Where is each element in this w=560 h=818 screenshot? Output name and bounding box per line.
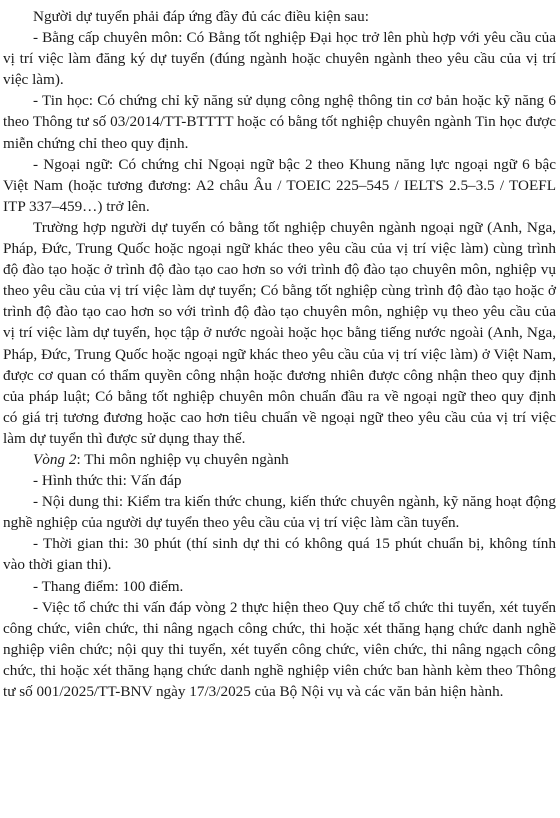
item-to-chuc-thi: - Việc tổ chức thi vấn đáp vòng 2 thực hiện theo Quy chế tổ chức thi tuyển, xét tuyển công chức, viên chức, thi nâng ngạch công chức, thi hoặc xét thăng hạng chức danh nghề nghiệp viên chức; nội quy thi tuyển, xét tuyển công chức, viên chức, thi nâng ngạch công chức, thi hoặc xét thăng hạng chức danh nghề nghiệp viên chức ban hành kèm theo Thông tư số 001/2025/TT-BNV ngày 17/3/2025 của Bộ Nội vụ và các văn bản hiện hành. <box>3 598 556 700</box>
vong-2-title: : Thi môn nghiệp vụ chuyên ngành <box>76 450 289 468</box>
vong-2-label: Vòng 2 <box>33 450 77 468</box>
paragraph-tin-hoc: - Tin học: Có chứng chỉ kỹ năng sử dụng công nghệ thông tin cơ bản hoặc kỹ năng 6 theo Thông tư số 03/2014/TT-BTTTT hoặc có bằng tốt nghiệp chuyên ngành Tin học được miễn chứng chỉ theo quy định. <box>3 92 556 152</box>
paragraph-bang-cap: - Bằng cấp chuyên môn: Có Bằng tốt nghiệp Đại học trở lên phù hợp với yêu cầu của vị trí việc làm đăng ký dự tuyển (đúng ngành hoặc chuyên ngành theo yêu cầu của vị trí việc làm). <box>3 29 556 89</box>
item-thoi-gian-thi: - Thời gian thi: 30 phút (thí sinh dự thi có không quá 15 phút chuẩn bị, không tính vào thời gian thi). <box>3 535 556 574</box>
paragraph-intro: Người dự tuyển phải đáp ứng đầy đủ các điều kiện sau: <box>33 8 369 25</box>
paragraph-ngoai-ngu: - Ngoại ngữ: Có chứng chỉ Ngoại ngữ bậc 2 theo Khung năng lực ngoại ngữ 6 bậc Việt Nam (hoặc tương đương: A2 châu Âu / TOEIC 225–545 / IELTS 2.5–3.5 / TOEFL ITP 337–459…) trở lên. <box>3 155 556 215</box>
section-heading-vong-2 <box>3 449 556 470</box>
item-thang-diem: - Thang điểm: 100 điểm. <box>33 577 184 595</box>
item-noi-dung-thi: - Nội dung thi: Kiểm tra kiến thức chung, kiến thức chuyên ngành, kỹ năng hoạt động nghề nghiệp của người dự tuyển theo yêu cầu của vị trí việc làm cần tuyển. <box>3 493 556 532</box>
item-hinh-thuc-thi: - Hình thức thi: Vấn đáp <box>33 472 182 490</box>
paragraph-truong-hop: Trường hợp người dự tuyển có bằng tốt nghiệp chuyên ngành ngoại ngữ (Anh, Nga, Pháp, Đức, Trung Quốc hoặc ngoại ngữ khác theo yêu cầu của vị trí việc làm) cùng trình độ đào tạo hoặc ở trình độ đào tạo cao hơn so với trình độ đào tạo chuyên môn, nghiệp vụ theo yêu cầu của vị trí việc làm dự tuyển; Có bằng tốt nghiệp cùng trình độ đào tạo hoặc ở trình độ đào tạo cao hơn so với trình độ đào tạo chuyên môn, nghiệp vụ theo yêu cầu của vị trí việc làm dự tuyển, học tập ở nước ngoài hoặc học bằng tiếng nước ngoài (Anh, Nga, Pháp, Đức, Trung Quốc hoặc ngoại ngữ khác theo yêu cầu của vị trí việc làm) ở Việt Nam, được cơ quan có thẩm quyền công nhận hoặc đương nhiên được công nhận theo quy định của pháp luật; Có bằng tốt nghiệp chuyên môn chuẩn đầu ra về ngoại ngữ theo quy định có giá trị tương đương hoặc cao hơn tiêu chuẩn về ngoại ngữ theo yêu cầu của vị trí việc làm dự tuyển thì được sử dụng thay thế. <box>3 218 556 447</box>
